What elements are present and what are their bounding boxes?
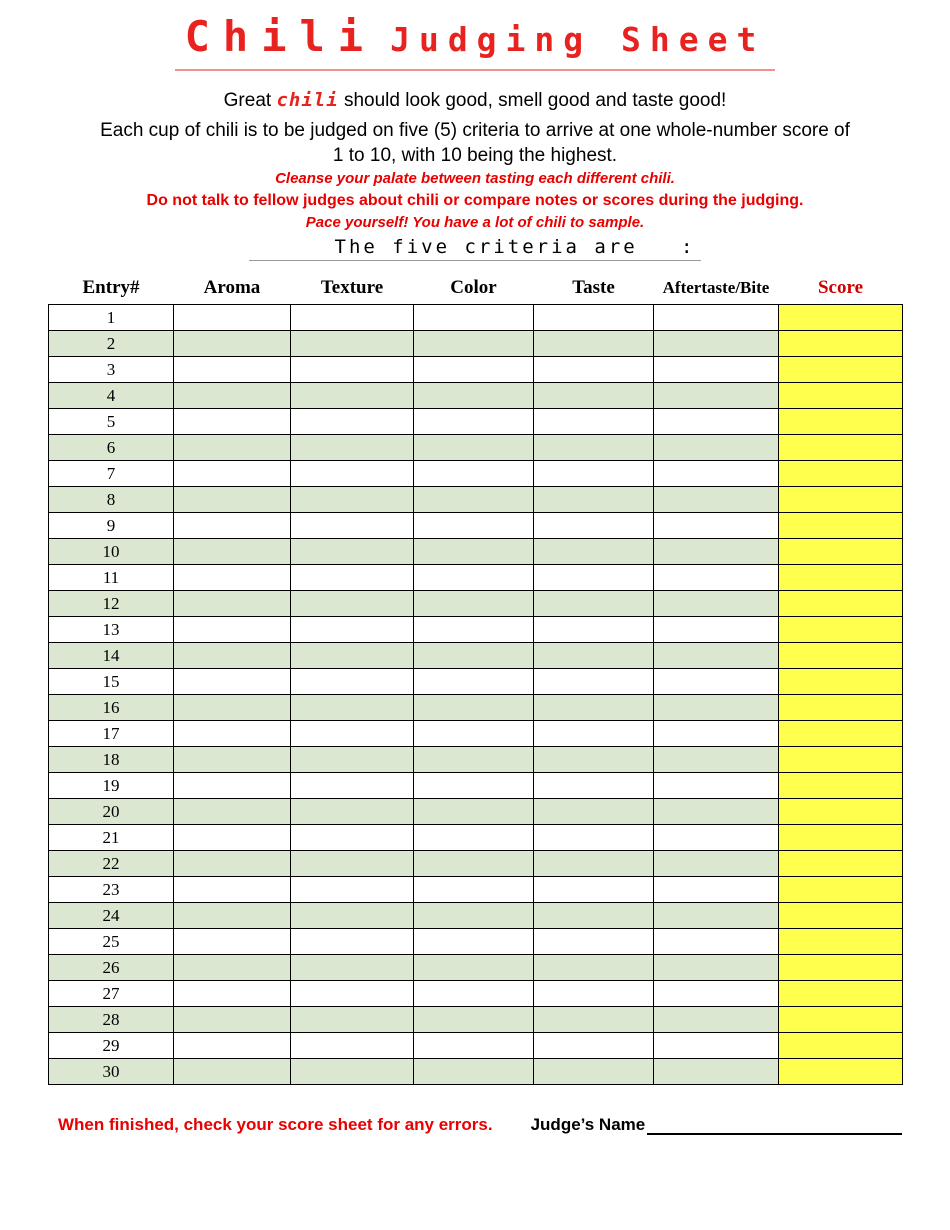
table-row [49,669,903,695]
texture-cell[interactable] [291,1033,414,1059]
entry-number: 2 [49,331,174,357]
aftertaste-cell[interactable] [654,513,779,539]
entry-number: 9 [49,513,174,539]
title-word-judging-sheet: Judging Sheet [390,20,766,59]
score-cell[interactable] [779,461,903,487]
table-row [49,877,903,903]
score-cell[interactable] [779,565,903,591]
entry-number: 12 [49,591,174,617]
score-cell[interactable] [779,825,903,851]
texture-cell[interactable] [291,981,414,1007]
texture-cell[interactable] [291,825,414,851]
aftertaste-cell[interactable] [654,799,779,825]
entry-number: 10 [49,539,174,565]
taste-cell[interactable] [534,409,654,435]
aftertaste-cell[interactable] [654,435,779,461]
aftertaste-cell[interactable] [654,617,779,643]
aftertaste-cell[interactable] [654,461,779,487]
criteria-heading-text: The five criteria are : [249,236,702,261]
table-row [49,565,903,591]
aroma-cell[interactable] [174,799,291,825]
texture-cell[interactable] [291,461,414,487]
score-cell[interactable] [779,929,903,955]
color-cell[interactable] [414,383,534,409]
aftertaste-cell[interactable] [654,643,779,669]
pace-yourself-note: Pace yourself! You have a lot of chili to sample. [305,214,645,231]
texture-cell[interactable] [291,513,414,539]
aftertaste-cell[interactable] [654,539,779,565]
taste-cell[interactable] [534,851,654,877]
score-cell[interactable] [779,1033,903,1059]
table-row [49,617,903,643]
aftertaste-cell[interactable] [654,721,779,747]
table-row [49,513,903,539]
score-cell[interactable] [779,357,903,383]
texture-cell[interactable] [291,695,414,721]
texture-cell[interactable] [291,877,414,903]
taste-cell[interactable] [534,1007,654,1033]
aroma-cell[interactable] [174,617,291,643]
taste-cell[interactable] [534,357,654,383]
table-row [49,461,903,487]
texture-cell[interactable] [291,1007,414,1033]
aftertaste-cell[interactable] [654,1007,779,1033]
texture-cell[interactable] [291,305,414,331]
aroma-cell[interactable] [174,513,291,539]
score-cell[interactable] [779,695,903,721]
entry-number: 1 [49,305,174,331]
table-row [49,903,903,929]
entry-number: 17 [49,721,174,747]
table-row [49,383,903,409]
taste-cell[interactable] [534,877,654,903]
taste-cell[interactable] [534,981,654,1007]
page-title-text [175,12,776,71]
color-cell[interactable] [414,955,534,981]
aroma-cell[interactable] [174,669,291,695]
score-cell[interactable] [779,747,903,773]
aroma-cell[interactable] [174,1033,291,1059]
no-talking-warning: Do not talk to fellow judges about chili or compare notes or scores during the judging. [146,192,804,209]
texture-cell[interactable] [291,435,414,461]
entry-number: 16 [49,695,174,721]
score-cell[interactable] [779,981,903,1007]
entry-number: 27 [49,981,174,1007]
aftertaste-cell[interactable] [654,669,779,695]
judging-table [48,277,903,1085]
table-row [49,305,903,331]
aftertaste-cell[interactable] [654,487,779,513]
score-cell[interactable] [779,955,903,981]
taste-cell[interactable] [534,955,654,981]
score-cell[interactable] [779,773,903,799]
page-title [0,0,950,71]
color-cell[interactable] [414,773,534,799]
color-cell[interactable] [414,1007,534,1033]
score-cell[interactable] [779,903,903,929]
header-color: Color [450,277,497,298]
texture-cell[interactable] [291,747,414,773]
aftertaste-cell[interactable] [654,1033,779,1059]
texture-cell[interactable] [291,773,414,799]
table-row [49,695,903,721]
intro-line-3: 1 to 10, with 10 being the highest. [332,145,618,166]
taste-cell[interactable] [534,903,654,929]
judging-table-header [49,277,903,305]
taste-cell[interactable] [534,331,654,357]
entry-number: 21 [49,825,174,851]
texture-cell[interactable] [291,617,414,643]
taste-cell[interactable] [534,513,654,539]
intro-line-1-pre: Great [223,90,277,111]
color-cell[interactable] [414,591,534,617]
texture-cell[interactable] [291,955,414,981]
color-cell[interactable] [414,669,534,695]
texture-cell[interactable] [291,669,414,695]
color-cell[interactable] [414,981,534,1007]
aroma-cell[interactable] [174,721,291,747]
table-row [49,487,903,513]
chili-word-accent: chili [276,89,339,111]
texture-cell[interactable] [291,643,414,669]
header-score: Score [817,277,864,298]
score-cell[interactable] [779,799,903,825]
entry-number: 22 [49,851,174,877]
aroma-cell[interactable] [174,851,291,877]
color-cell[interactable] [414,643,534,669]
texture-cell[interactable] [291,799,414,825]
table-row [49,851,903,877]
aftertaste-cell[interactable] [654,747,779,773]
entry-number: 15 [49,669,174,695]
intro-line-1-post: should look good, smell good and taste good! [338,90,727,111]
table-row [49,1059,903,1085]
texture-cell[interactable] [291,929,414,955]
texture-cell[interactable] [291,721,414,747]
color-cell[interactable] [414,435,534,461]
score-cell[interactable] [779,487,903,513]
aroma-cell[interactable] [174,981,291,1007]
header-taste: Taste [572,277,615,298]
color-cell[interactable] [414,305,534,331]
score-cell[interactable] [779,1007,903,1033]
table-row [49,591,903,617]
texture-cell[interactable] [291,591,414,617]
taste-cell[interactable] [534,747,654,773]
criteria-heading [0,236,950,261]
color-cell[interactable] [414,331,534,357]
color-cell[interactable] [414,409,534,435]
taste-cell[interactable] [534,305,654,331]
taste-cell[interactable] [534,825,654,851]
color-cell[interactable] [414,695,534,721]
score-cell[interactable] [779,331,903,357]
table-row [49,955,903,981]
taste-cell[interactable] [534,435,654,461]
color-cell[interactable] [414,565,534,591]
aftertaste-cell[interactable] [654,331,779,357]
table-row [49,773,903,799]
table-row [49,929,903,955]
color-cell[interactable] [414,357,534,383]
texture-cell[interactable] [291,357,414,383]
score-cell[interactable] [779,1059,903,1085]
aroma-cell[interactable] [174,565,291,591]
taste-cell[interactable] [534,487,654,513]
aroma-cell[interactable] [174,825,291,851]
header-entry: Entry# [82,277,140,298]
intro-line-1 [0,89,950,112]
footer [48,1115,902,1135]
entry-number: 25 [49,929,174,955]
aftertaste-cell[interactable] [654,695,779,721]
color-cell[interactable] [414,747,534,773]
score-cell[interactable] [779,305,903,331]
cleanse-palate-note: Cleanse your palate between tasting each different chili. [275,170,675,187]
entry-number: 5 [49,409,174,435]
color-cell[interactable] [414,877,534,903]
entry-number: 8 [49,487,174,513]
color-cell[interactable] [414,929,534,955]
entry-number: 20 [49,799,174,825]
color-cell[interactable] [414,487,534,513]
taste-cell[interactable] [534,643,654,669]
entry-number: 30 [49,1059,174,1085]
score-cell[interactable] [779,877,903,903]
score-cell[interactable] [779,721,903,747]
header-aroma: Aroma [203,277,261,298]
table-row [49,435,903,461]
table-row [49,825,903,851]
entry-number: 19 [49,773,174,799]
entry-number: 26 [49,955,174,981]
color-cell[interactable] [414,539,534,565]
score-cell[interactable] [779,435,903,461]
aftertaste-cell[interactable] [654,955,779,981]
color-cell[interactable] [414,1059,534,1085]
aroma-cell[interactable] [174,305,291,331]
color-cell[interactable] [414,825,534,851]
color-cell[interactable] [414,851,534,877]
aftertaste-cell[interactable] [654,981,779,1007]
color-cell[interactable] [414,1033,534,1059]
texture-cell[interactable] [291,383,414,409]
taste-cell[interactable] [534,1033,654,1059]
intro-line-2: Each cup of chili is to be judged on five (5) criteria to arrive at one whole-number score of [100,120,850,141]
taste-cell[interactable] [534,539,654,565]
table-row [49,747,903,773]
aroma-cell[interactable] [174,903,291,929]
entry-number: 14 [49,643,174,669]
color-cell[interactable] [414,799,534,825]
score-cell[interactable] [779,669,903,695]
table-row [49,799,903,825]
table-row [49,981,903,1007]
taste-cell[interactable] [534,799,654,825]
aftertaste-cell[interactable] [654,851,779,877]
score-cell[interactable] [779,409,903,435]
texture-cell[interactable] [291,409,414,435]
aftertaste-cell[interactable] [654,929,779,955]
aroma-cell[interactable] [174,773,291,799]
color-cell[interactable] [414,721,534,747]
aroma-cell[interactable] [174,383,291,409]
aroma-cell[interactable] [174,747,291,773]
entry-number: 4 [49,383,174,409]
score-cell[interactable] [779,643,903,669]
texture-cell[interactable] [291,539,414,565]
texture-cell[interactable] [291,903,414,929]
aroma-cell[interactable] [174,1059,291,1085]
aroma-cell[interactable] [174,929,291,955]
taste-cell[interactable] [534,721,654,747]
entry-number: 3 [49,357,174,383]
aroma-cell[interactable] [174,461,291,487]
table-row [49,721,903,747]
entry-number: 7 [49,461,174,487]
aroma-cell[interactable] [174,877,291,903]
aroma-cell[interactable] [174,695,291,721]
aftertaste-cell[interactable] [654,409,779,435]
texture-cell[interactable] [291,331,414,357]
table-row [49,357,903,383]
color-cell[interactable] [414,513,534,539]
aftertaste-cell[interactable] [654,591,779,617]
taste-cell[interactable] [534,565,654,591]
score-cell[interactable] [779,591,903,617]
aroma-cell[interactable] [174,357,291,383]
taste-cell[interactable] [534,929,654,955]
table-row [49,409,903,435]
entry-number: 23 [49,877,174,903]
score-cell[interactable] [779,513,903,539]
header-texture: Texture [320,277,384,298]
entry-number: 11 [49,565,174,591]
judge-name-label: Judge’s Name [530,1115,646,1134]
entry-number: 6 [49,435,174,461]
table-row [49,539,903,565]
score-cell[interactable] [779,539,903,565]
taste-cell[interactable] [534,591,654,617]
aroma-cell[interactable] [174,331,291,357]
aftertaste-cell[interactable] [654,305,779,331]
taste-cell[interactable] [534,461,654,487]
aroma-cell[interactable] [174,487,291,513]
aroma-cell[interactable] [174,643,291,669]
judge-name-line[interactable] [647,1119,902,1135]
score-cell[interactable] [779,383,903,409]
aroma-cell[interactable] [174,591,291,617]
taste-cell[interactable] [534,617,654,643]
entry-number: 28 [49,1007,174,1033]
aftertaste-cell[interactable] [654,825,779,851]
intro-text [0,89,950,261]
color-cell[interactable] [414,903,534,929]
judging-table-body [49,305,903,1085]
score-cell[interactable] [779,617,903,643]
color-cell[interactable] [414,617,534,643]
entry-number: 18 [49,747,174,773]
taste-cell[interactable] [534,669,654,695]
taste-cell[interactable] [534,695,654,721]
table-row [49,643,903,669]
aftertaste-cell[interactable] [654,1059,779,1085]
header-row [49,277,903,305]
table-row [49,1033,903,1059]
score-cell[interactable] [779,851,903,877]
taste-cell[interactable] [534,1059,654,1085]
color-cell[interactable] [414,461,534,487]
texture-cell[interactable] [291,487,414,513]
texture-cell[interactable] [291,565,414,591]
aftertaste-cell[interactable] [654,773,779,799]
aftertaste-cell[interactable] [654,357,779,383]
entry-number: 13 [49,617,174,643]
title-word-chili: Chili [184,12,377,61]
aftertaste-cell[interactable] [654,903,779,929]
aroma-cell[interactable] [174,955,291,981]
taste-cell[interactable] [534,773,654,799]
aftertaste-cell[interactable] [654,383,779,409]
aroma-cell[interactable] [174,1007,291,1033]
aroma-cell[interactable] [174,539,291,565]
entry-number: 29 [49,1033,174,1059]
aroma-cell[interactable] [174,409,291,435]
taste-cell[interactable] [534,383,654,409]
header-aftertaste-bite: Aftertaste/Bite [662,278,770,297]
check-errors-warning: When finished, check your score sheet for any errors. [58,1115,493,1134]
texture-cell[interactable] [291,1059,414,1085]
aroma-cell[interactable] [174,435,291,461]
entry-number: 24 [49,903,174,929]
texture-cell[interactable] [291,851,414,877]
aftertaste-cell[interactable] [654,565,779,591]
table-row [49,1007,903,1033]
table-row [49,331,903,357]
aftertaste-cell[interactable] [654,877,779,903]
